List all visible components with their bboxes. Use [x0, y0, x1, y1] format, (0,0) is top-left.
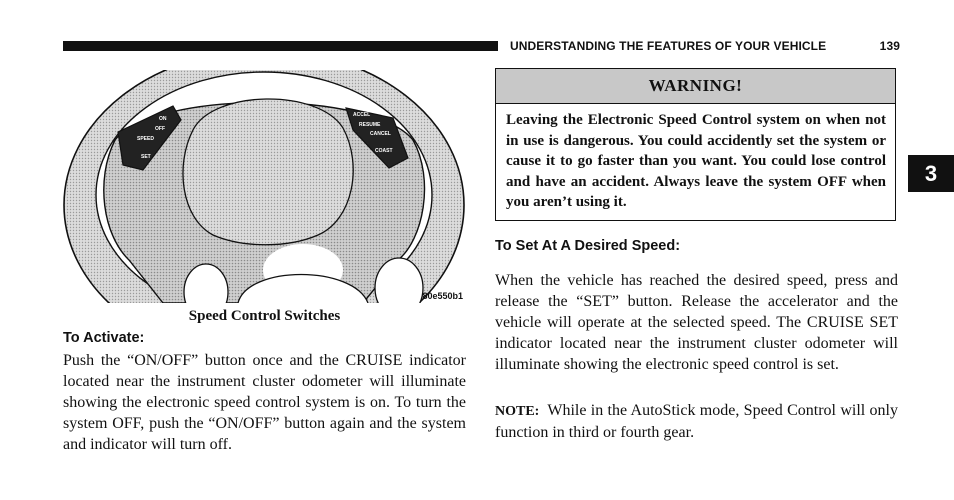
section-tab: 3 [908, 155, 954, 192]
activate-heading: To Activate: [63, 330, 145, 346]
note-text: While in the AutoStick mode, Speed Control will only function in third or fourth gear. [495, 402, 898, 441]
pod-label-on: ON [159, 116, 167, 122]
page-number: 139 [879, 39, 900, 53]
warning-title: WARNING! [496, 69, 895, 104]
warning-text: Leaving the Electronic Speed Control system on when not in use is dangerous. You could accidently set the system or cause it to go faster than you want. You could lose control and have an accident. Always leave the system OFF when you aren’t using it. [506, 112, 886, 211]
steering-wheel-drawing [63, 70, 466, 303]
activate-paragraph: Push the “ON/OFF” button once and the CRUISE indicator located near the instrument cluster odometer will illuminate showing the electronic speed control system is on. To turn the system OFF, push the “ON/OFF” button again and the system and indicator will turn off. [63, 352, 466, 453]
steering-wheel-illustration [63, 70, 466, 303]
pod-label-set: SET [141, 154, 151, 160]
section-title: UNDERSTANDING THE FEATURES OF YOUR VEHICLE [510, 39, 827, 53]
note-label: NOTE: [495, 404, 540, 419]
pod-label-resume: RESUME [359, 122, 381, 128]
note-paragraph [495, 400, 898, 443]
warning-box [495, 68, 896, 221]
pod-label-coast: COAST [375, 148, 393, 154]
figure-code: 80e550b1 [422, 291, 463, 301]
set-speed-paragraph: When the vehicle has reached the desired speed, press and release the “SET” button. Release the accelerator and the vehicle will operate at the selected speed. The CRUISE SET indicator located near the instrument cluster odometer will illuminate showing the electronic speed control is set. [495, 272, 898, 373]
running-header [510, 38, 900, 54]
pod-label-off: OFF [155, 126, 165, 132]
header-rule [63, 41, 498, 51]
figure-caption: Speed Control Switches [188, 308, 341, 324]
set-speed-heading: To Set At A Desired Speed: [495, 238, 681, 254]
pod-label-speed: SPEED [137, 136, 154, 142]
pod-label-cancel: CANCEL [370, 131, 391, 137]
pod-label-accel: ACCEL [353, 112, 371, 118]
